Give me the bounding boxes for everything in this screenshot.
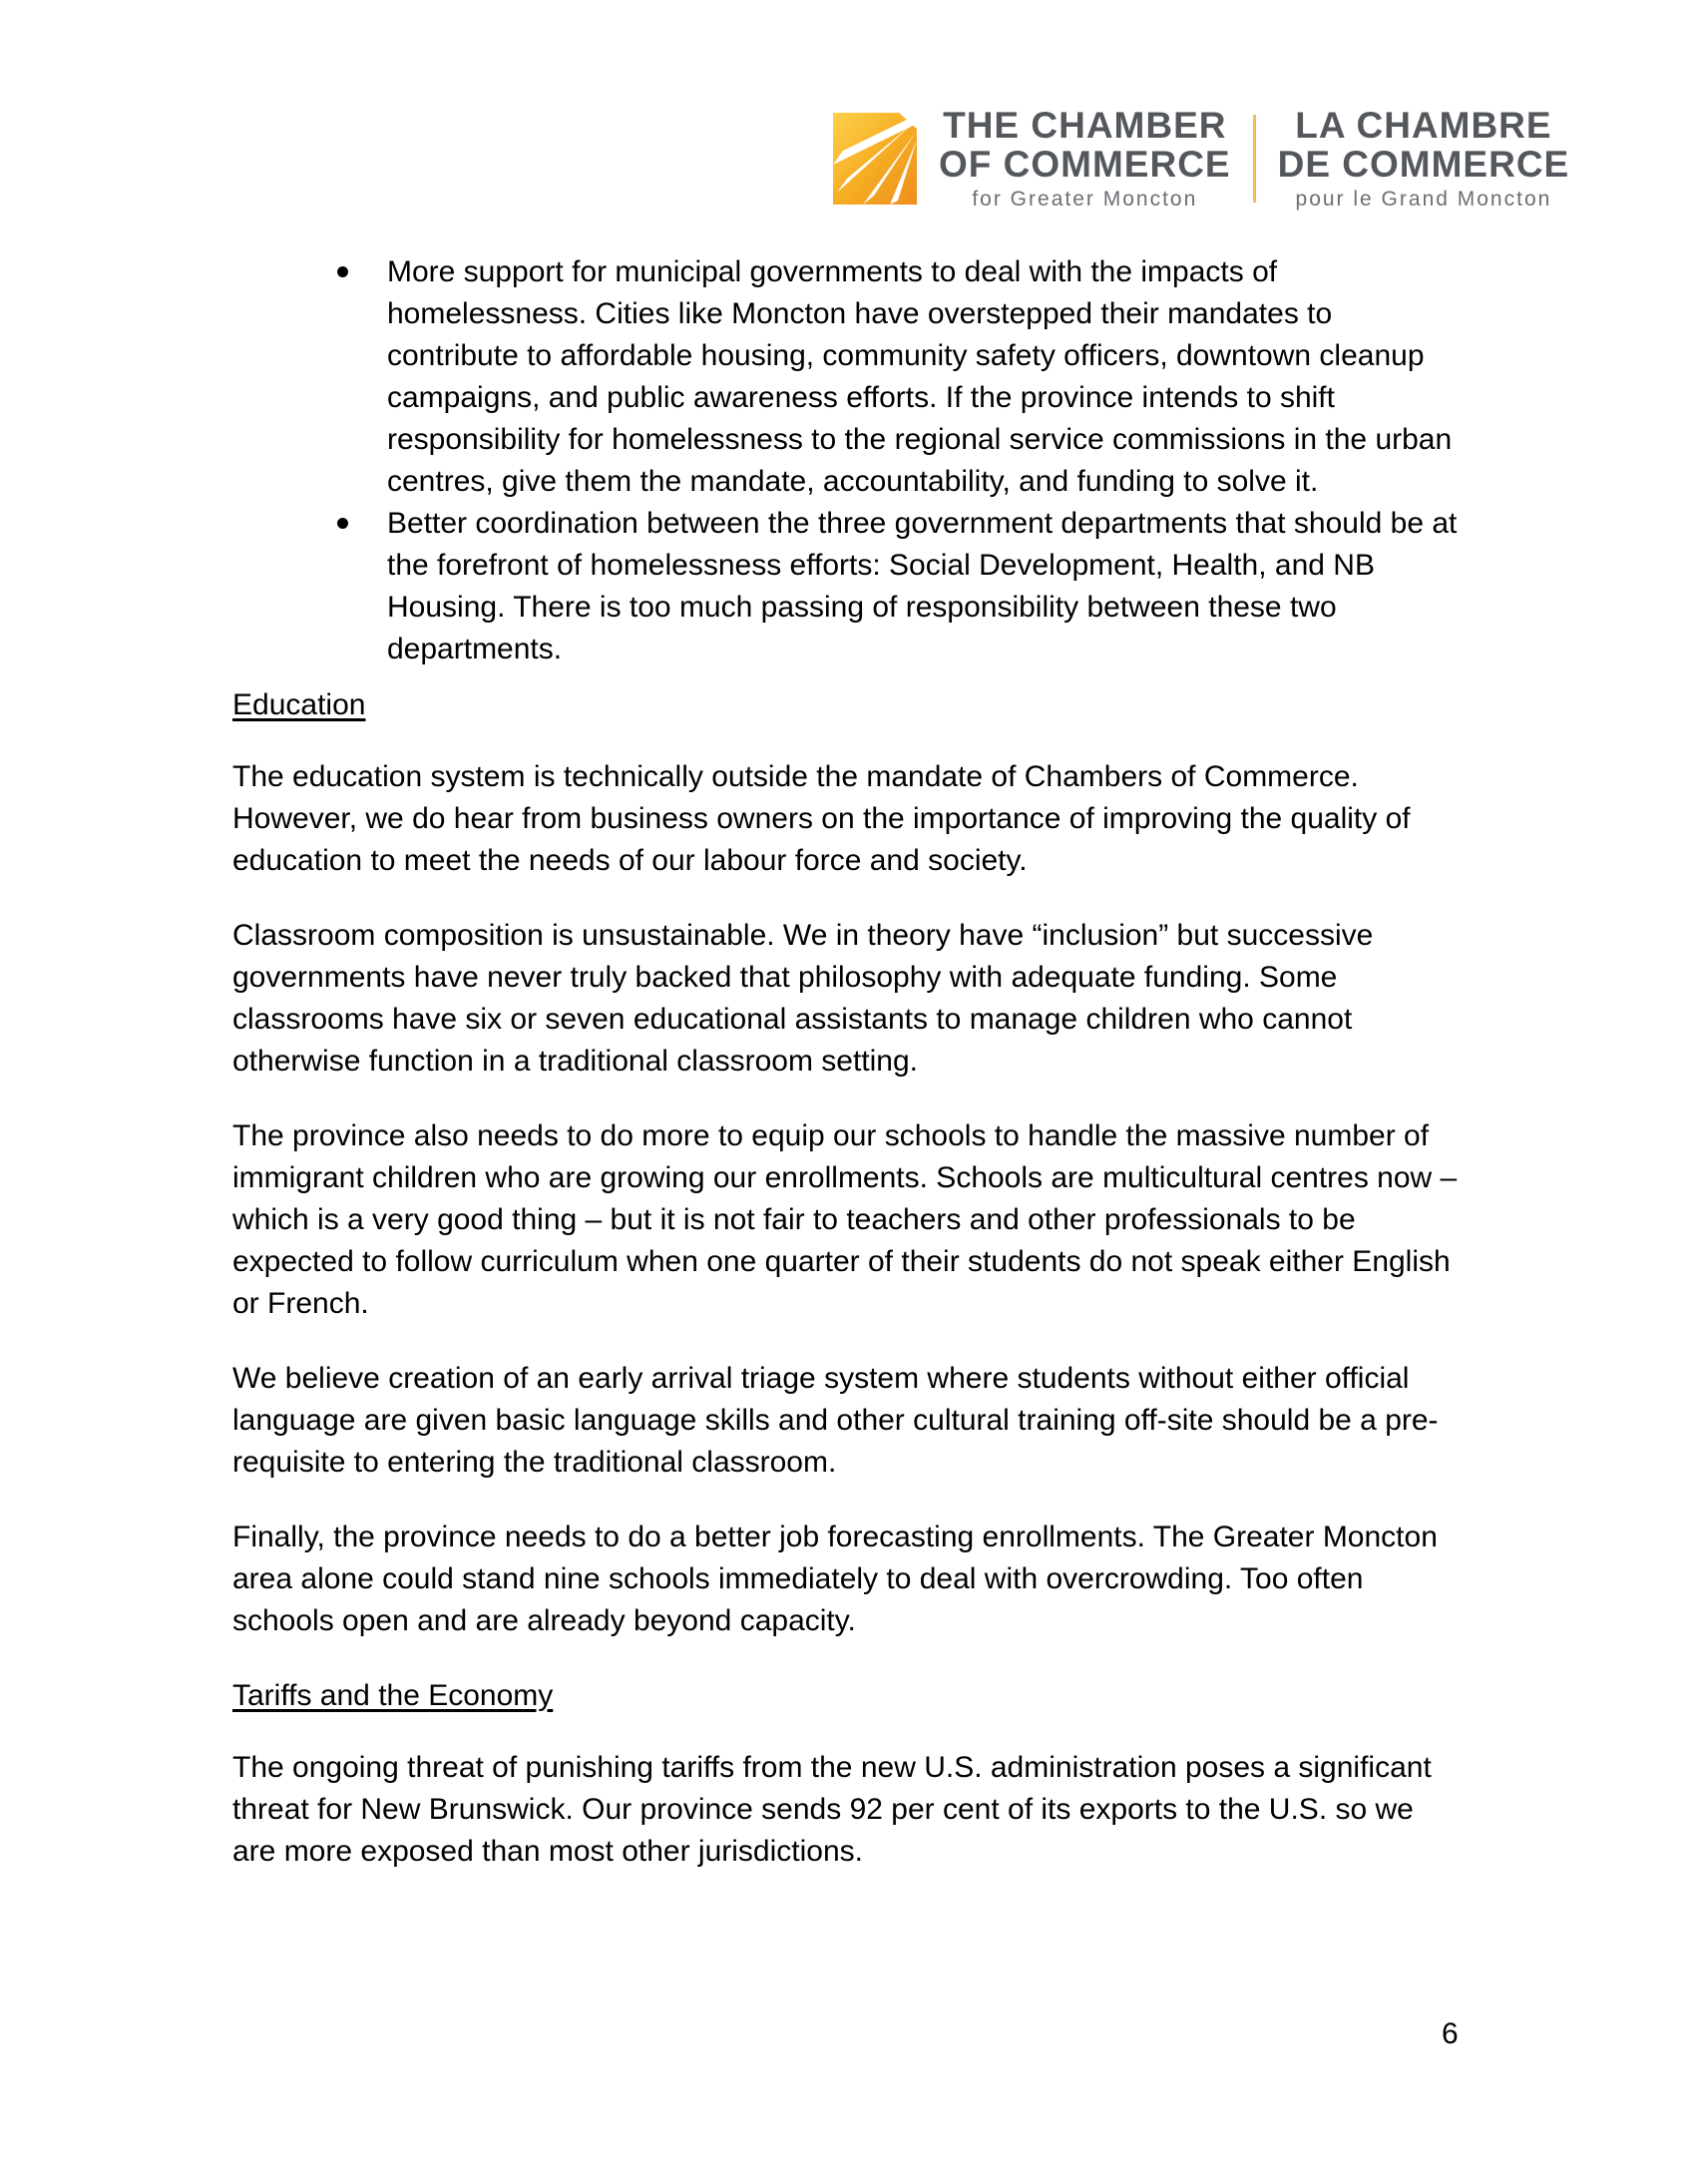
section-heading-education: Education [232,688,366,721]
paragraph-forecasting-enrollments: Finally, the province needs to do a better job forecasting enrollments. The Greater Moncton area alone could stand nine schools immediately to deal with overcrowding. Too often schools open and are already beyond capacity. [232,1521,1438,1637]
logo-french-block [1278,106,1570,212]
logo-french-tagline: pour le Grand Moncton [1295,188,1552,211]
paragraph-classroom-composition: Classroom composition is unsustainable. We in theory have “inclusion” but successive governments have never truly backed that philosophy with adequate funding. Some classrooms have six or seven educational assistants to manage children who cannot otherwise function in a traditional classroom setting. [232,919,1374,1078]
logo-english-line1: THE CHAMBER [943,105,1227,146]
chamber-logo [833,106,1569,212]
logo-french-line2: DE COMMERCE [1277,144,1570,185]
paragraph-education-mandate: The education system is technically outside the mandate of Chambers of Commerce. However, we do hear from business owners on the importance of improving the quality of education to meet the needs of our labour force and society. [232,760,1411,877]
section-heading-tariffs: Tariffs and the Economy [232,1679,554,1712]
logo-english-tagline: for Greater Moncton [972,188,1198,211]
bullet-list [232,251,1460,670]
bullet-item-municipal-support: More support for municipal governments to deal with the impacts of homelessness. Cities like Moncton have overstepped their mandates to contribute to affordable housing, community safety officers, downtown cleanup campaigns, and public awareness efforts. If the province intends to shift responsibility for homelessness to the regional service commissions in the urban centres, give them the mandate, accountability, and funding to solve it. [232,251,1460,503]
page-number: 6 [1442,2017,1459,2050]
paragraph-tariff-threat: The ongoing threat of punishing tariffs from the new U.S. administration poses a significant threat for New Brunswick. Our province sends 92 per cent of its exports to the U.S. so we are more exposed than most other jurisdictions. [232,1751,1432,1868]
paragraph-triage-system: We believe creation of an early arrival triage system where students without either official language are given basic language skills and other cultural training off-site should be a pre-requisite to entering the traditional classroom. [232,1362,1439,1479]
logo-divider [1253,115,1256,203]
logo-french-line1: LA CHAMBRE [1295,105,1552,146]
paragraph-immigrant-children: The province also needs to do more to equip our schools to handle the massive number of immigrant children who are growing our enrollments. Schools are multicultural centres now – which is a very good thing – but it is not fair to teachers and other professionals to be expected to follow curriculum when one quarter of their students do not speak either English or French. [232,1119,1458,1320]
bullet-item-coordination: Better coordination between the three government departments that should be at the forefront of homelessness efforts: Social Development, Health, and NB Housing. There is too much passing of responsibility between these two departments. [232,503,1460,670]
logo-english-block [939,106,1231,212]
sunburst-rays-icon [833,112,917,206]
logo-english-line2: OF COMMERCE [939,144,1231,185]
document-body [232,251,1460,1906]
